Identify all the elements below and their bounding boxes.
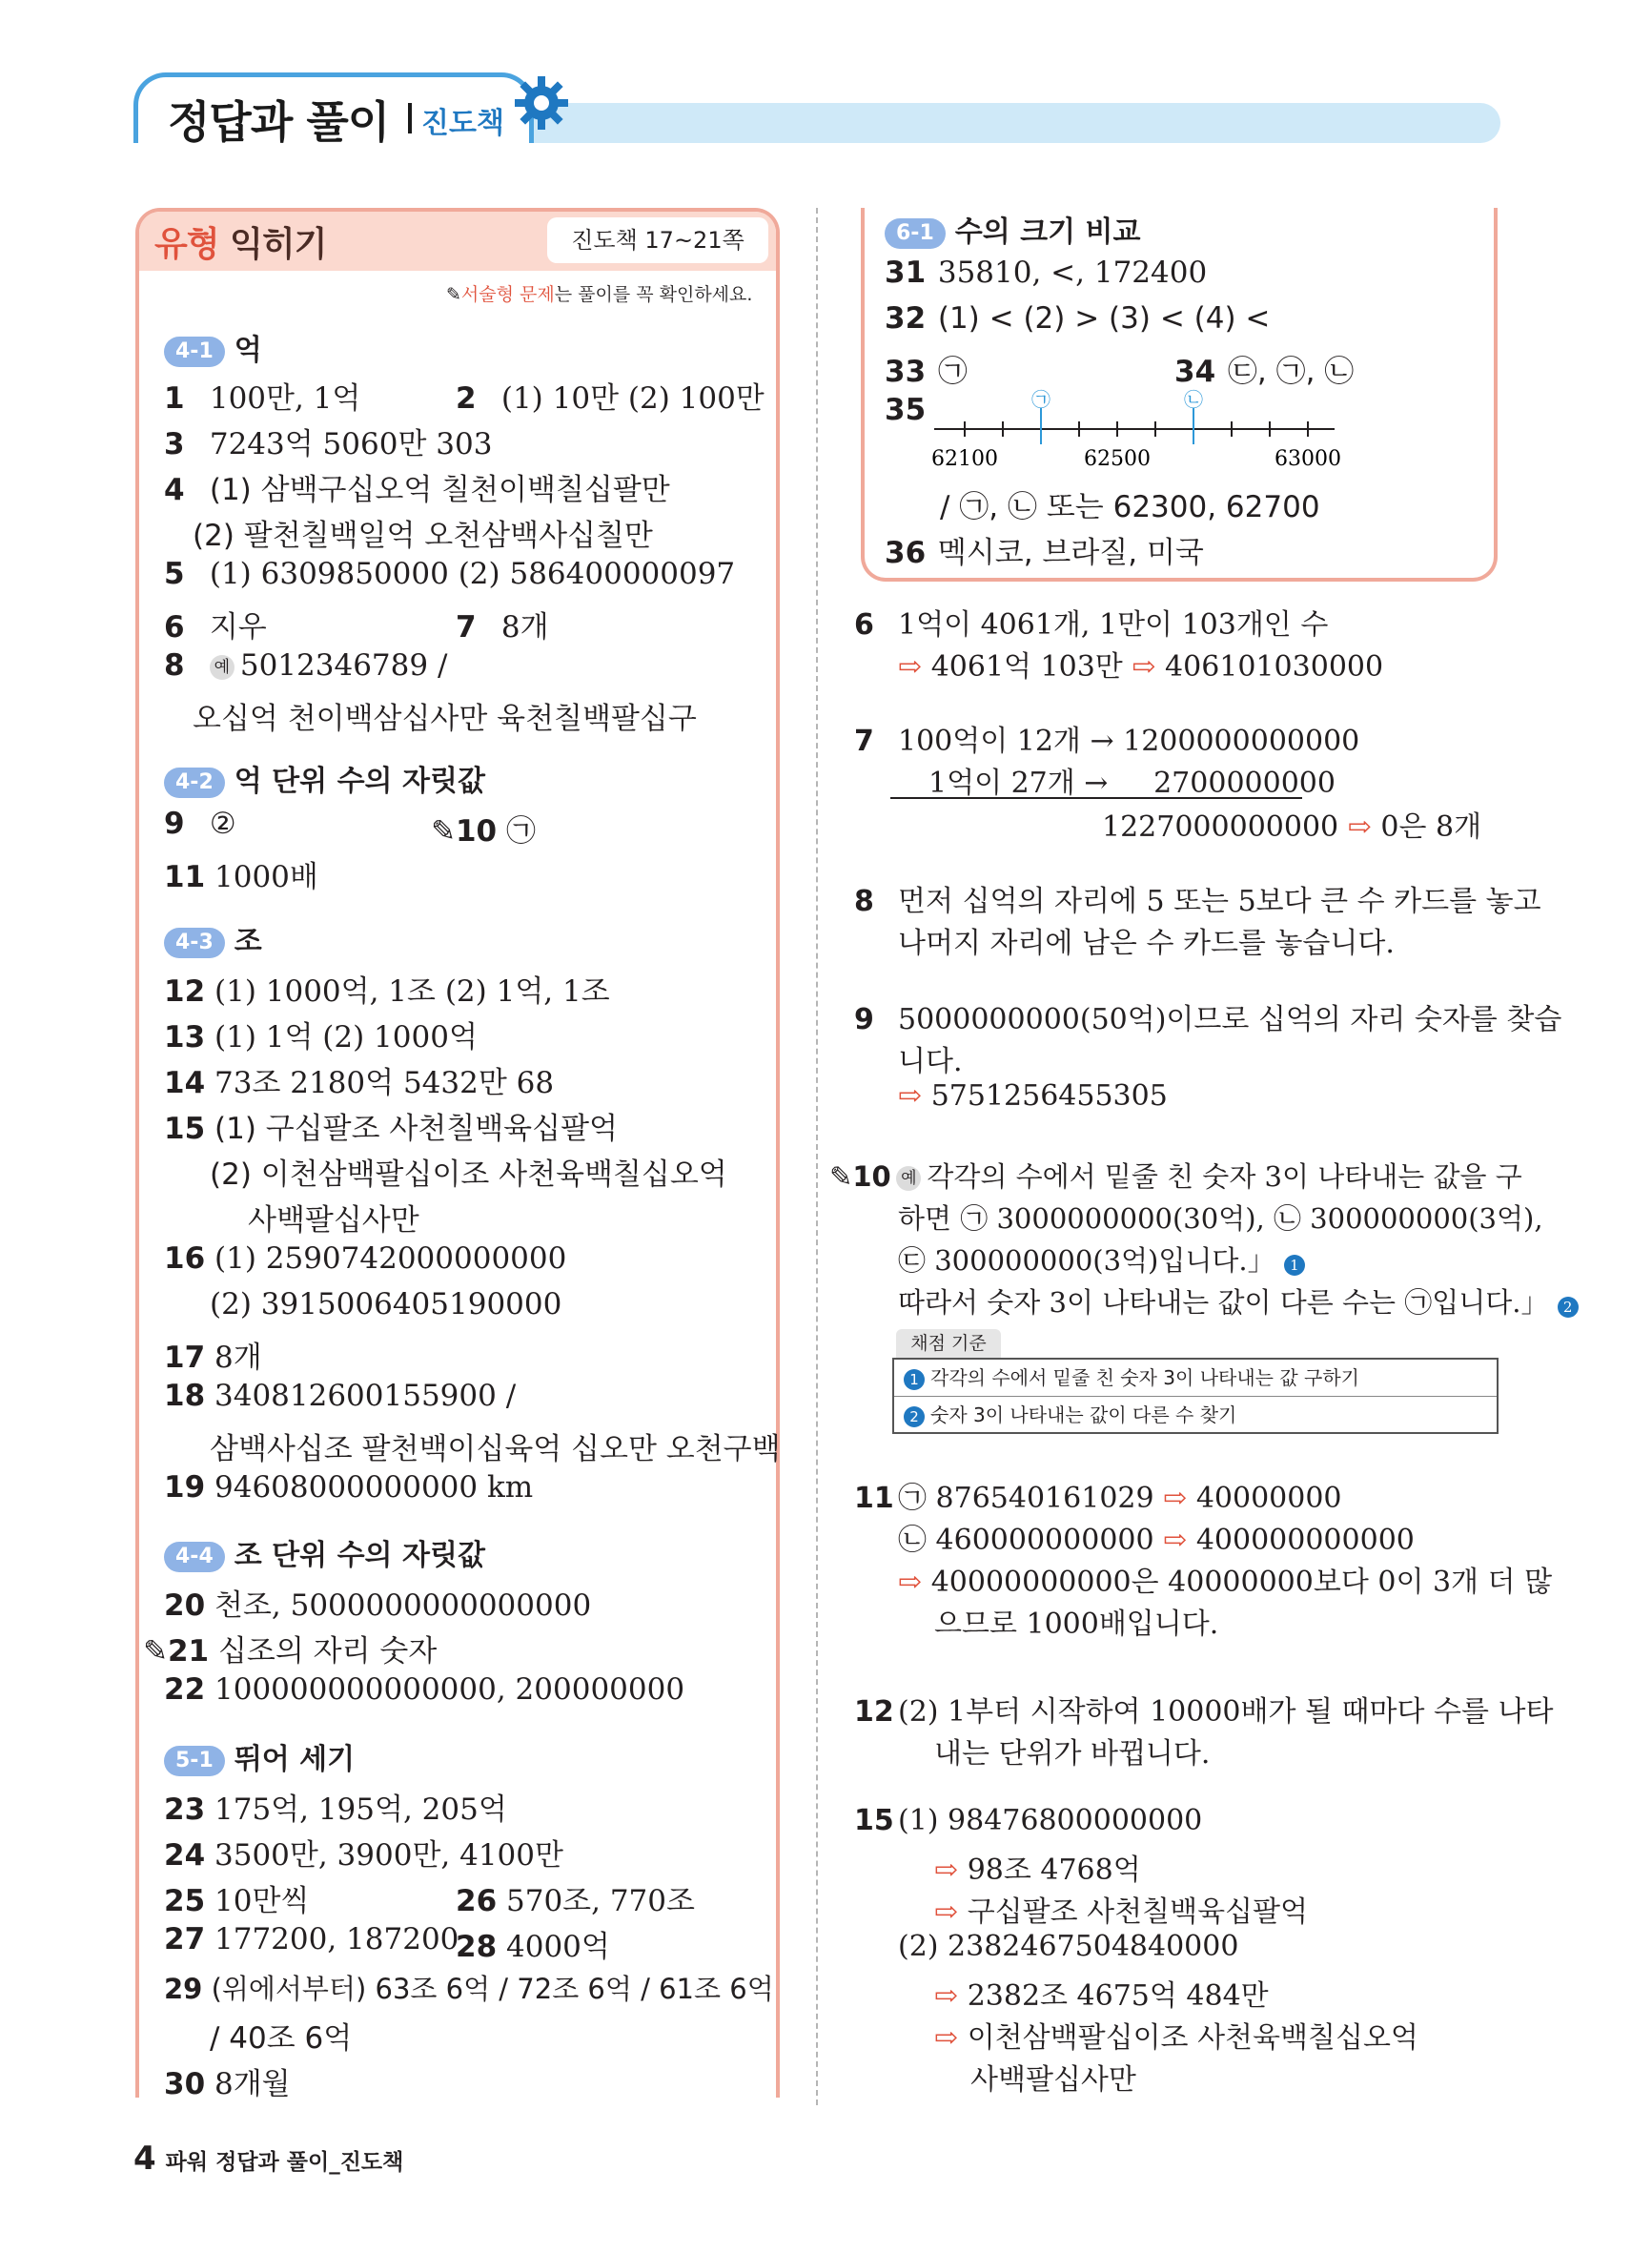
solution-15-line7 [970, 2056, 1136, 2098]
answer-number: 6 [164, 610, 185, 645]
solution-7-line2 [928, 759, 1336, 801]
solution-text: 니다. [898, 1045, 963, 1078]
answer-12 [164, 967, 610, 1010]
answer-9 [164, 807, 236, 841]
solution-10 [829, 1156, 1522, 1195]
solution-15-line6 [934, 2014, 1418, 2056]
note-rest: 는 풀이를 꼭 확인하세요. [554, 284, 753, 305]
answer-number: 15 [164, 1112, 206, 1146]
page-footer [133, 2140, 403, 2178]
answer-4-line2 [193, 511, 653, 554]
solution-text: 내는 단위가 바뀝니다. [934, 1737, 1211, 1771]
answer-16 [164, 1241, 566, 1276]
answer-number: 23 [164, 1792, 206, 1827]
arrow-icon: ⇨ [1347, 810, 1372, 844]
sum-line [890, 797, 1302, 799]
answer-number: 33 [885, 355, 927, 389]
answer-text: 사백팔십사만 [248, 1203, 419, 1238]
answer-34 [1174, 347, 1354, 390]
answer-number: 17 [164, 1341, 206, 1375]
answer-text: (1) 1억 (2) 1000억 [214, 1020, 478, 1055]
answer-10 [431, 807, 536, 850]
solution-text: 으므로 1000배입니다. [934, 1608, 1219, 1641]
answer-number: 16 [164, 1241, 206, 1276]
answer-number: 8 [164, 648, 185, 683]
answer-text: ② [209, 807, 236, 841]
answer-number: 14 [164, 1066, 206, 1100]
answer-text: 175억, 195억, 205억 [214, 1792, 507, 1827]
answer-number: 24 [164, 1838, 206, 1873]
solution-text: 사백팔십사만 [970, 2063, 1136, 2097]
answer-number: 28 [456, 1930, 498, 1964]
solution-text: 이천삼백팔십이조 사천육백칠십오억 [967, 2021, 1418, 2055]
section-label: 뛰어 세기 [234, 1743, 356, 1776]
solution-7-line3 [1102, 803, 1481, 845]
solution-text: 40000000000은 40000000보다 0이 3개 더 많 [930, 1566, 1553, 1599]
answer-text: 7243억 5060만 303 [209, 427, 493, 461]
answer-number: 13 [164, 1020, 206, 1055]
answer-text: (1) 삼백구십오억 칠천이백칠십팔만 [209, 473, 670, 507]
solution-text: 1억이 27개 → 2700000000 [928, 767, 1336, 800]
pencil-icon: ✎ [446, 284, 461, 305]
solution-number: 8 [854, 885, 874, 918]
answer-35 [885, 393, 926, 427]
solution-text: 100억이 12개 → 1200000000000 [898, 725, 1360, 758]
solution-15-line3 [934, 1888, 1308, 1930]
scoring-table [892, 1358, 1499, 1434]
solution-number: 10 [852, 1160, 891, 1193]
tick-label-62100: 62100 [931, 447, 998, 471]
section-6-1 [885, 208, 1141, 250]
solution-text: (2) 1부터 시작하여 10000배가 될 때마다 수를 나타 [898, 1695, 1554, 1729]
answer-text: ㉢, ㉠, ㉡ [1227, 355, 1355, 389]
answer-17 [164, 1333, 262, 1376]
section-5-1 [164, 1735, 355, 1777]
answer-text: (1) 10만 (2) 100만 [500, 381, 765, 416]
solution-11-line2 [898, 1516, 1415, 1558]
solution-number: 15 [854, 1804, 894, 1837]
arrow-icon: ⇨ [898, 1079, 923, 1113]
pencil-icon: ✎ [431, 814, 456, 849]
solution-text: 406101030000 [1165, 650, 1384, 684]
section-4-1 [164, 326, 262, 368]
answer-26 [456, 1876, 695, 1919]
header-bar [534, 103, 1500, 143]
answer-number: 3 [164, 427, 185, 461]
solution-11-line3 [898, 1558, 1552, 1600]
answer-number: 22 [164, 1672, 206, 1707]
answer-3 [164, 420, 492, 462]
answer-text: 지우 [209, 610, 267, 645]
answer-text: ㉠ [505, 814, 536, 849]
solution-text: 4061억 103만 [930, 650, 1123, 684]
scoring-row [894, 1396, 1497, 1433]
answer-text: (2) 팔천칠백일억 오천삼백사십칠만 [193, 519, 653, 553]
scoring-row [894, 1360, 1497, 1396]
answer-number: 36 [885, 536, 927, 570]
answer-2 [456, 374, 765, 417]
solution-text: (1) 98476800000000 [898, 1804, 1203, 1837]
essay-note [446, 280, 752, 306]
answer-15-line3 [248, 1196, 419, 1239]
section-label: 조 단위 수의 자릿값 [234, 1539, 485, 1572]
arrow-icon: ⇨ [1163, 1524, 1188, 1557]
answer-text: 천조, 5000000000000000 [214, 1588, 592, 1623]
answer-14 [164, 1058, 554, 1101]
answer-31 [885, 256, 1207, 290]
criterion-marker: 2 [904, 1406, 925, 1427]
answer-text: (1) 2590742000000000 [214, 1241, 567, 1276]
solution-15-line5 [934, 1972, 1269, 2014]
number-line-diagram [925, 389, 1344, 475]
answer-text: (1) 1000억, 1조 (2) 1억, 1조 [214, 974, 610, 1009]
scoring-criteria-label: 채점 기준 [896, 1329, 1001, 1358]
answer-text: 멕시코, 브라질, 미국 [937, 536, 1204, 570]
solution-12-line2 [934, 1730, 1210, 1772]
solution-text: 각각의 수에서 밑줄 친 숫자 3이 나타내는 값을 구 [927, 1160, 1522, 1193]
solution-10-line2 [898, 1198, 1543, 1237]
solution-text: 5751256455305 [930, 1079, 1168, 1113]
answer-text: (1) < (2) > (3) < (4) < [937, 301, 1271, 336]
answer-number: 20 [164, 1588, 206, 1623]
answer-text: 100만, 1억 [209, 381, 361, 416]
page-range-label: 진도책 17~21쪽 [547, 217, 768, 263]
arrow-icon: ⇨ [934, 1979, 959, 2013]
answer-28 [456, 1922, 610, 1965]
answer-27 [164, 1922, 459, 1956]
section-label: 조 [234, 925, 262, 958]
answer-number: 11 [164, 860, 206, 894]
solution-8 [854, 877, 1541, 919]
solution-8-line2 [898, 919, 1395, 961]
solution-text: 1억이 4061개, 1만이 103개인 수 [898, 608, 1329, 642]
answer-text: 5012346789 / [239, 648, 448, 683]
pencil-icon: ✎ [829, 1160, 853, 1193]
answer-33 [885, 347, 968, 390]
answer-20 [164, 1581, 591, 1624]
tick-label-63000: 63000 [1275, 447, 1341, 471]
answer-text: 340812600155900 / [214, 1379, 517, 1413]
solution-9 [854, 995, 1561, 1037]
arrow-icon: ⇨ [1132, 650, 1156, 684]
column-divider [816, 208, 818, 2105]
section-label: 수의 크기 비교 [954, 215, 1141, 249]
scoring-text: 각각의 수에서 밑줄 친 숫자 3이 나타내는 값 구하기 [930, 1366, 1359, 1389]
arrow-icon: ⇨ [934, 1854, 959, 1887]
note-red: 서술형 문제 [460, 284, 555, 305]
solution-6-line2 [898, 643, 1383, 685]
answer-number: 10 [455, 814, 498, 849]
answer-15-line2 [210, 1150, 727, 1193]
section-label: 억 단위 수의 자릿값 [234, 765, 485, 798]
solution-11 [854, 1474, 1342, 1516]
answer-number: 32 [885, 301, 927, 336]
answer-29 [164, 1968, 774, 2007]
section-title-a: 유형 [154, 225, 219, 264]
gear-icon [511, 72, 572, 133]
solution-11-line4 [934, 1600, 1218, 1642]
criterion-marker: 2 [1558, 1297, 1579, 1318]
solution-text: 구십팔조 사천칠백육십팔억 [967, 1895, 1308, 1929]
answer-number: 26 [456, 1884, 498, 1918]
answer-22 [164, 1672, 684, 1707]
badge: 4-1 [164, 337, 225, 367]
answer-13 [164, 1013, 478, 1055]
answer-21 [143, 1627, 437, 1669]
solution-number: 7 [854, 725, 874, 758]
solution-text: 따라서 숫자 3이 나타내는 값이 다른 수는 ㉠입니다.」 [898, 1286, 1549, 1319]
answer-text: (위에서부터) 63조 6억 / 72조 6억 / 61조 6억 [211, 1973, 774, 2005]
solution-10-line4 [898, 1281, 1584, 1321]
answer-25 [164, 1876, 309, 1919]
answer-4 [164, 465, 670, 508]
tick-label-62500: 62500 [1084, 447, 1151, 471]
answer-text: 35810, <, 172400 [937, 256, 1208, 290]
solution-9-line3 [898, 1079, 1168, 1113]
section-label: 억 [234, 334, 262, 367]
solution-text: ㉡ 460000000000 [898, 1524, 1154, 1557]
answer-6 [164, 603, 267, 645]
example-label: 예 [896, 1166, 921, 1191]
answer-text: 177200, 187200 [214, 1922, 459, 1956]
title-separator [408, 103, 412, 133]
answer-text: ㉠ [937, 355, 968, 389]
solution-text: 40000000 [1195, 1482, 1342, 1515]
example-label: 예 [210, 655, 235, 680]
section-title [154, 217, 326, 266]
answer-35-text [940, 482, 1320, 525]
answer-15 [164, 1104, 618, 1147]
answer-number: 35 [885, 393, 927, 427]
pencil-icon: ✎ [143, 1634, 168, 1669]
arrow-icon: ⇨ [934, 1895, 959, 1929]
mark-label-a: ㉠ [1031, 389, 1050, 411]
solution-7 [854, 717, 1359, 759]
answer-19 [164, 1470, 533, 1505]
solution-6 [854, 601, 1328, 643]
badge: 5-1 [164, 1746, 225, 1776]
answer-text: 73조 2180억 5432만 68 [214, 1066, 555, 1100]
answer-number: 27 [164, 1922, 206, 1956]
mark-label-b: ㉡ [1184, 389, 1203, 411]
solution-15-line2 [934, 1846, 1141, 1888]
answer-text: 94608000000000 km [214, 1470, 534, 1505]
answer-number: 18 [164, 1379, 206, 1413]
answer-text: 십조의 자리 숫자 [217, 1634, 438, 1669]
answer-16-line2 [210, 1287, 561, 1321]
answer-number: 9 [164, 807, 185, 841]
answer-text: / ㉠, ㉡ 또는 62300, 62700 [940, 490, 1320, 524]
answer-11 [164, 852, 318, 895]
answer-number: 4 [164, 473, 185, 507]
answer-text: 10만씩 [214, 1884, 310, 1918]
section-4-4 [164, 1531, 485, 1573]
solution-12 [854, 1688, 1553, 1730]
scoring-text: 숫자 3이 나타내는 값이 다른 수 찾기 [930, 1403, 1237, 1426]
page-title: 정답과 풀이 [168, 96, 390, 148]
solution-text: ㉠ 876540161029 [898, 1482, 1154, 1515]
answer-18 [164, 1379, 516, 1413]
answer-32 [885, 301, 1270, 336]
solution-number: 11 [854, 1482, 894, 1515]
answer-text: / 40조 6억 [210, 2021, 353, 2056]
answer-number: 12 [164, 974, 206, 1009]
solution-number: 12 [854, 1695, 894, 1729]
answer-text: (2) 이천삼백팔십이조 사천육백칠십오억 [210, 1157, 727, 1192]
answer-text: 570조, 770조 [506, 1884, 695, 1918]
arrow-icon: ⇨ [1163, 1482, 1188, 1515]
answer-30 [164, 2059, 291, 2102]
answer-1 [164, 374, 360, 417]
answer-text: 8개 [500, 610, 549, 645]
answer-text: 8개 [214, 1341, 262, 1375]
criterion-marker: 1 [904, 1369, 925, 1390]
answer-text: 삼백사십조 팔천백이십육억 십오만 오천구백 [210, 1432, 781, 1466]
answer-number: 2 [456, 381, 477, 416]
badge: 6-1 [885, 218, 946, 249]
badge: 4-3 [164, 928, 225, 958]
solution-number: 6 [854, 608, 874, 642]
solution-text: ㉢ 300000000(3억)입니다.」 [898, 1244, 1275, 1277]
badge: 4-2 [164, 768, 225, 798]
solution-9-line2 [898, 1037, 963, 1079]
solution-number: 9 [854, 1003, 874, 1036]
answer-8-line2 [193, 694, 697, 737]
solution-10-line3 [898, 1239, 1311, 1279]
answer-text: 3500만, 3900만, 4100만 [214, 1838, 563, 1873]
solution-15 [854, 1804, 1202, 1837]
answer-5 [164, 557, 735, 591]
answer-text: 8개월 [214, 2067, 291, 2101]
answer-text: 1000배 [214, 860, 318, 894]
answer-number: 34 [1174, 355, 1216, 389]
answer-number: 29 [164, 1973, 203, 2005]
answer-text: (1) 구십팔조 사천칠백육십팔억 [214, 1112, 618, 1146]
answer-number: 5 [164, 557, 185, 591]
answer-number: 7 [456, 610, 477, 645]
solution-15-line4 [898, 1930, 1238, 1963]
answer-number: 31 [885, 256, 927, 290]
answer-18-line2 [210, 1424, 781, 1467]
answer-23 [164, 1785, 507, 1828]
badge: 4-4 [164, 1542, 225, 1572]
answer-number: 21 [167, 1634, 210, 1669]
solution-text: 0은 8개 [1380, 810, 1482, 844]
section-4-3 [164, 917, 262, 959]
answer-text: 오십억 천이백삼십사만 육천칠백팔십구 [193, 702, 697, 736]
answer-text: (2) 3915006405190000 [210, 1287, 562, 1321]
answer-24 [164, 1831, 563, 1874]
answer-number: 1 [164, 381, 185, 416]
answer-7 [456, 603, 549, 645]
answer-number: 25 [164, 1884, 206, 1918]
answer-8 [164, 648, 447, 683]
answer-text: (1) 6309850000 (2) 586400000097 [209, 557, 736, 591]
page-number: 4 [133, 2140, 156, 2178]
page-subtitle: 진도책 [421, 107, 504, 140]
arrow-icon: ⇨ [898, 1566, 923, 1599]
solution-text: 400000000000 [1195, 1524, 1415, 1557]
answer-29-line2 [210, 2014, 352, 2057]
solution-text: 하면 ㉠ 3000000000(30억), ㉡ 300000000(3억), [898, 1202, 1543, 1235]
section-title-b: 익히기 [230, 225, 327, 264]
arrow-icon: ⇨ [934, 2021, 959, 2055]
answer-text: 4000억 [506, 1930, 610, 1964]
answer-36 [885, 528, 1204, 571]
solution-text: 2382조 4675억 484만 [967, 1979, 1269, 2013]
solution-text: (2) 2382467504840000 [898, 1930, 1239, 1963]
solution-text: 1227000000000 [1102, 810, 1339, 844]
solution-text: 나머지 자리에 남은 수 카드를 놓습니다. [898, 927, 1395, 960]
arrow-icon: ⇨ [898, 650, 923, 684]
answer-number: 19 [164, 1470, 206, 1505]
solution-text: 5000000000(50억)이므로 십억의 자리 숫자를 찾습 [898, 1003, 1562, 1036]
solution-text: 98조 4768억 [967, 1854, 1141, 1887]
criterion-marker: 1 [1284, 1255, 1305, 1276]
footer-text: 파워 정답과 풀이_진도책 [165, 2150, 404, 2175]
answer-text: 100000000000000, 200000000 [214, 1672, 685, 1707]
solution-text: 먼저 십억의 자리에 5 또는 5보다 큰 수 카드를 놓고 [898, 885, 1541, 918]
section-4-2 [164, 757, 485, 799]
answer-number: 30 [164, 2067, 206, 2101]
